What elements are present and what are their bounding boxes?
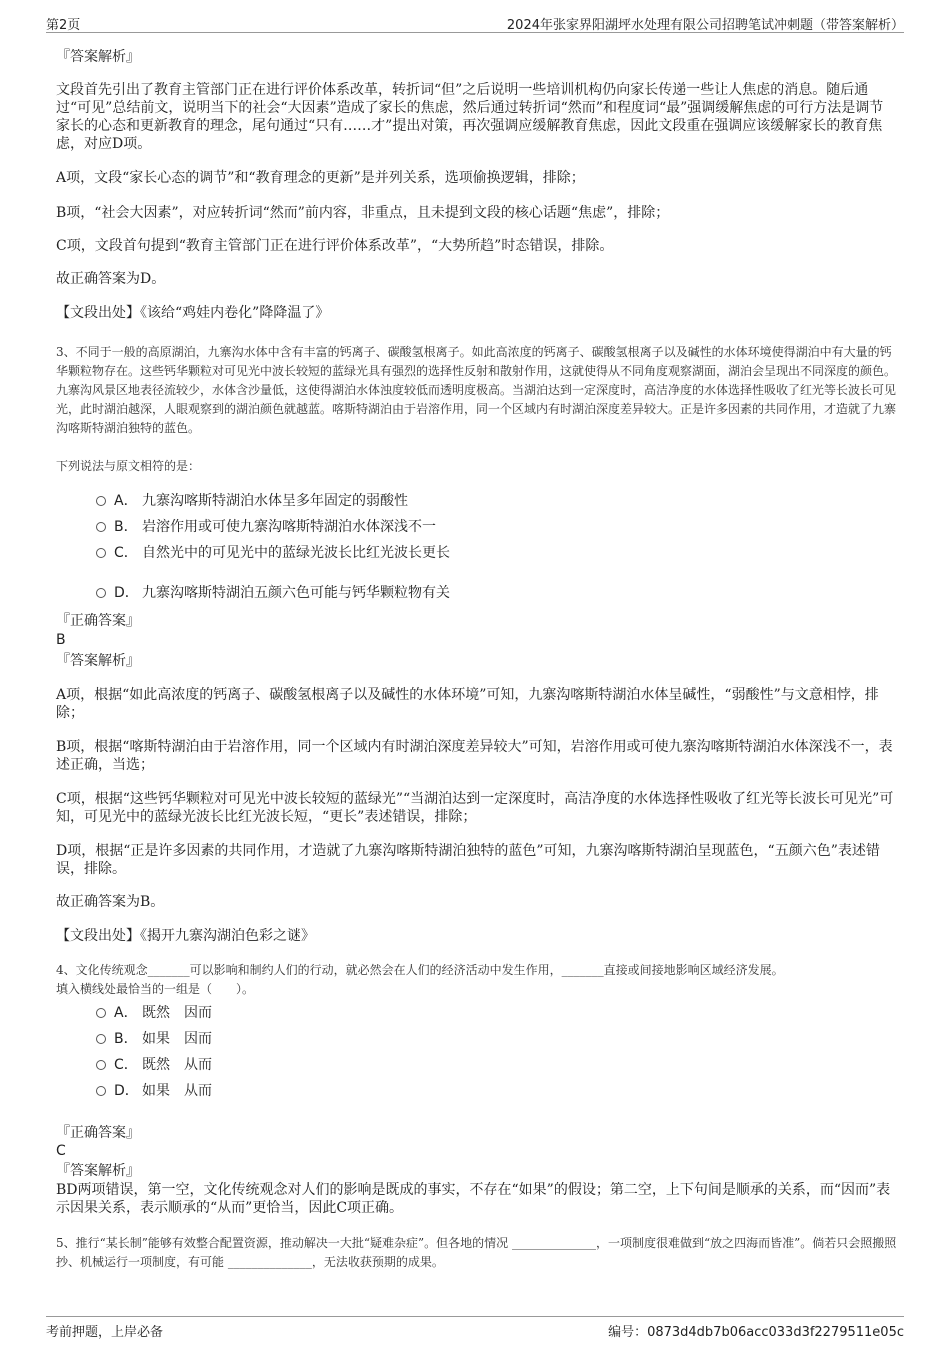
q2-option-b-analysis: B项，“社会大因素”，对应转折词“然而”前内容，非重点，且未提到文段的核心话题“焦虑”，排除； [56, 205, 670, 221]
q3-prompt: 下列说法与原文相符的是： [56, 459, 201, 473]
q3-option-d-analysis: D项，根据“正是许多因素的共同作用，才造就了九寨沟喀斯特湖泊独特的蓝色”可知，九寨沟喀斯特湖泊呈现蓝色，“五颜六色”表述错误，排除。 [56, 843, 880, 877]
page-footer [46, 1316, 904, 1340]
q3-source: 【文段出处】《揭开九寨沟湖泊色彩之谜》 [56, 928, 315, 944]
q3-conclusion: 故正确答案为B。 [56, 894, 165, 910]
document-title: 2024年张家界阳湖坪水处理有限公司招聘笔试冲刺题（带答案解析） [506, 18, 904, 33]
page-header [46, 12, 904, 33]
radio-icon[interactable] [96, 496, 106, 506]
radio-icon[interactable] [96, 1086, 106, 1096]
q4-stem: 4、文化传统观念_______可以影响和制约人们的行动，就必然会在人们的经济活动中发生作用，_______直接或间接地影响区域经济发展。 [56, 963, 784, 977]
q2-option-a-analysis: A项，文段“家长心态的调节”和“教育理念的更新”是并列关系，选项偷换逻辑，排除； [56, 170, 585, 186]
radio-icon[interactable] [96, 1008, 106, 1018]
q4-prompt: 填入横线处最恰当的一组是（ ）。 [56, 982, 255, 996]
q2-conclusion: 故正确答案为D。 [56, 271, 166, 287]
q3-option-c-analysis: C项，根据“这些钙华颗粒对可见光中波长较短的蓝绿光”“当湖泊达到一定深度时，高洁净度的水体选择性吸收了红光等长波长可见光”可知，可见光中的蓝绿光波长比红光波长短，“更长”表述错误，排除； [56, 791, 894, 825]
q4-answer-label: 『正确答案』 [56, 1125, 140, 1141]
q4-analysis-text: BD两项错误，第一空，文化传统观念对人们的影响是既成的事实，不存在“如果”的假设；第二空，上下句间是顺承的关系，而“因而”表示因果关系，表示顺承的“从而”更恰当，因此C项正确。 [56, 1182, 891, 1216]
q3-option-b-analysis: B项，根据“喀斯特湖泊由于岩溶作用，同一个区域内有时湖泊深度差异较大”可知，岩溶作用或可使九寨沟喀斯特湖泊水体深浅不一，表述正确，当选； [56, 739, 893, 773]
q3-option-a-analysis: A项，根据“如此高浓度的钙离子、碳酸氢根离子以及碱性的水体环境”可知，九寨沟喀斯特湖泊水体呈碱性，“弱酸性”与文意相悖，排除； [56, 687, 879, 721]
radio-icon[interactable] [96, 522, 106, 532]
q4-option-c[interactable]: C． 既然 从而 [96, 1056, 212, 1074]
q4-option-b[interactable]: B． 如果 因而 [96, 1030, 212, 1048]
q4-answer: C [56, 1143, 66, 1159]
q3-stem: 3、不同于一般的高原湖泊，九寨沟水体中含有丰富的钙离子、碳酸氢根离子。如此高浓度的钙离子、碳酸氢根离子以及碱性的水体环境使得湖泊中有大量的钙华颗粒物存在。这些钙华颗粒对可见光中波长较短的蓝绿光具有强烈的选择性反射和散射作用，这就使得从不同角度观察湖面，湖泊会呈现出不同深度的颜色。九寨沟风景区地表径流较少，水体含沙量低，这使得湖泊水体浊度较低而透明度极高。当湖泊达到一定深度时，高洁净度的水体选择性吸收了红光等长波长可见光，此时湖泊越深，人眼观察到的湖泊颜色就越蓝。喀斯特湖泊由于岩溶作用，同一个区域内有时湖泊深度差异较大。正是许多因素的共同作用，才造就了九寨沟喀斯特湖泊独特的蓝色。 [56, 345, 897, 435]
q3-analysis-label: 『答案解析』 [56, 653, 140, 669]
document-id: 编号：0873d4db7b06acc033d3f2279511e05c [608, 1325, 904, 1340]
q3-answer-label: 『正确答案』 [56, 613, 140, 629]
q2-source: 【文段出处】《该给“鸡娃内卷化”降降温了》 [56, 305, 330, 321]
q4-option-d[interactable]: D． 如果 从而 [96, 1082, 212, 1100]
q3-option-c[interactable]: C． 自然光中的可见光中的蓝绿光波长比红光波长更长 [96, 544, 450, 562]
q4-analysis-label: 『答案解析』 [56, 1163, 140, 1179]
q3-option-a[interactable]: A． 九寨沟喀斯特湖泊水体呈多年固定的弱酸性 [96, 492, 408, 510]
q2-option-c-analysis: C项，文段首句提到“教育主管部门正在进行评价体系改革”，“大势所趋”时态错误，排除。 [56, 238, 614, 254]
radio-icon[interactable] [96, 1060, 106, 1070]
page-number: 第2页 [46, 18, 81, 33]
radio-icon[interactable] [96, 548, 106, 558]
q2-analysis-label: 『答案解析』 [56, 49, 140, 65]
q3-answer: B [56, 632, 66, 648]
footer-slogan: 考前押题，上岸必备 [46, 1325, 164, 1340]
radio-icon[interactable] [96, 1034, 106, 1044]
q3-option-b[interactable]: B． 岩溶作用或可使九寨沟喀斯特湖泊水体深浅不一 [96, 518, 436, 536]
q2-analysis-text: 文段首先引出了教育主管部门正在进行评价体系改革，转折词“但”之后说明一些培训机构仍向家长传递一些让人焦虑的消息。随后通过“可见”总结前文，说明当下的社会“大因素”造成了家长的焦虑，然后通过转折词“然而”和程度词“最”强调缓解焦虑的可行方法是调节家长的心态和更新教育的理念，尾句通过“只有……才”提出对策，再次强调应缓解教育焦虑，因此文段重在强调应该缓解家长的教育焦虑，对应D项。 [56, 82, 884, 152]
q5-stem: 5、推行“某长制”能够有效整合配置资源，推动解决一大批“疑难杂症”。但各地的情况 ______________，一项制度很难做到“放之四海而皆准”。倘若只会照搬照抄、机械运行一项制度，有可能 ______________，无法收获预期的成果。 [56, 1236, 897, 1269]
q4-option-a[interactable]: A． 既然 因而 [96, 1004, 212, 1022]
q3-option-d[interactable]: D． 九寨沟喀斯特湖泊五颜六色可能与钙华颗粒物有关 [96, 584, 450, 602]
radio-icon[interactable] [96, 588, 106, 598]
